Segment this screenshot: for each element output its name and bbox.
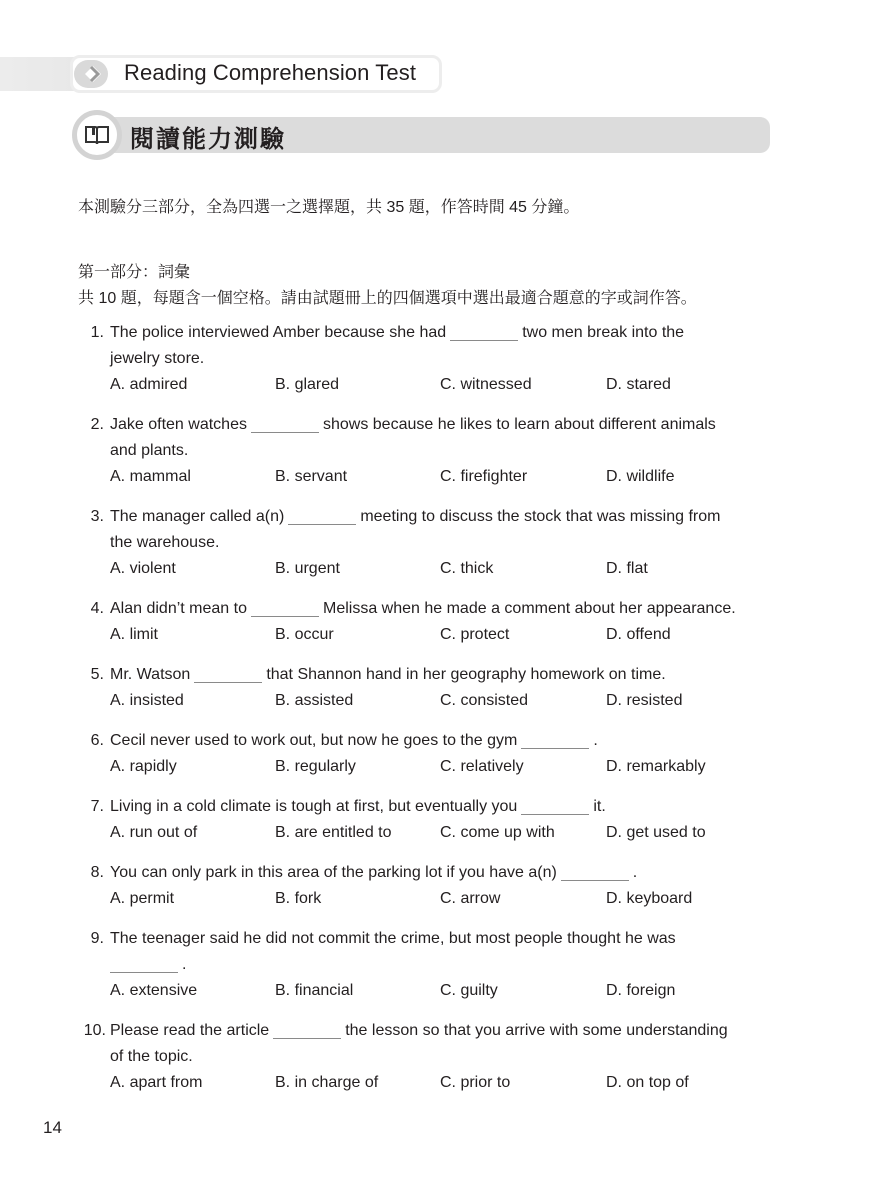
option-b: B. assisted: [275, 692, 354, 709]
answer-options: [110, 820, 810, 846]
page-number: 14: [43, 1118, 62, 1137]
question-text-line: [110, 1018, 728, 1044]
option-c: C. witnessed: [440, 376, 532, 393]
question-number: 5.: [90, 666, 104, 683]
question-text: and plants.: [110, 442, 189, 459]
answer-blank: [450, 326, 518, 341]
question-text: Mr. Watson: [110, 666, 191, 683]
option-d: D. get used to: [606, 824, 706, 841]
answer-blank: [194, 668, 262, 683]
question-text: jewelry store.: [110, 350, 205, 367]
question-text-line: [110, 320, 684, 346]
option-d: D. flat: [606, 560, 648, 577]
question-number: 9.: [90, 930, 104, 947]
option-a: A. insisted: [110, 692, 184, 709]
question-number: 2.: [90, 416, 104, 433]
option-d: D. offend: [606, 626, 671, 643]
question-number: 3.: [90, 508, 104, 525]
answer-options: [110, 464, 810, 490]
question-text: two men break into the: [522, 324, 685, 341]
option-a: A. mammal: [110, 468, 191, 485]
question-text-line: [110, 530, 219, 556]
chinese-banner: [72, 112, 772, 158]
option-b: B. glared: [275, 376, 340, 393]
answer-options: [110, 688, 810, 714]
english-banner: [0, 55, 442, 93]
question-text: Living in a cold climate is tough at first, but eventually you: [110, 798, 518, 815]
question-text: The police interviewed Amber because she had: [110, 324, 447, 341]
question-text: it.: [593, 798, 606, 815]
question-text: Melissa when he made a comment about her appearance.: [322, 600, 736, 617]
question-text-line: [110, 438, 188, 464]
option-b: B. servant: [275, 468, 348, 485]
question-text: The manager called a(n): [110, 508, 285, 525]
option-c: C. relatively: [440, 758, 524, 775]
answer-blank: [521, 734, 589, 749]
option-c: C. arrow: [440, 890, 501, 907]
answer-options: [110, 372, 810, 398]
question-text: The teenager said he did not commit the crime, but most people thought he was: [110, 930, 676, 947]
question-text: .: [593, 732, 598, 749]
option-c: C. come up with: [440, 824, 555, 841]
option-d: D. stared: [606, 376, 671, 393]
option-b: B. urgent: [275, 560, 340, 577]
option-d: D. wildlife: [606, 468, 675, 485]
question-text-line: [110, 860, 637, 886]
answer-options: [110, 886, 810, 912]
question-text-line: [110, 596, 736, 622]
question-text: that Shannon hand in her geography homework on time.: [266, 666, 666, 683]
question-text-line: [110, 504, 720, 530]
question-text: Jake often watches: [110, 416, 247, 433]
answer-options: [110, 754, 810, 780]
question-text: You can only park in this area of the parking lot if you have a(n): [110, 864, 557, 881]
option-c: C. protect: [440, 626, 510, 643]
question-number: 7.: [90, 798, 104, 815]
question-text: .: [182, 956, 187, 973]
option-c: C. thick: [440, 560, 494, 577]
option-b: B. financial: [275, 982, 354, 999]
question-number: 8.: [90, 864, 104, 881]
option-a: A. violent: [110, 560, 176, 577]
answer-options: [110, 978, 810, 1004]
answer-blank: [273, 1024, 341, 1039]
answer-blank: [521, 800, 589, 815]
answer-blank: [288, 510, 356, 525]
option-c: C. consisted: [440, 692, 529, 709]
question-text: Cecil never used to work out, but now he goes to the gym: [110, 732, 518, 749]
option-a: A. run out of: [110, 824, 198, 841]
question-text-line: [110, 794, 606, 820]
answer-options: [110, 1070, 810, 1096]
option-b: B. are entitled to: [275, 824, 392, 841]
chevron-right-icon: [82, 63, 104, 85]
option-c: C. firefighter: [440, 468, 528, 485]
question-number: 6.: [90, 732, 104, 749]
question-number: 4.: [90, 600, 104, 617]
question-text: meeting to discuss the stock that was missing from: [360, 508, 721, 525]
answer-blank: [251, 418, 319, 433]
question-text: Please read the article: [110, 1022, 270, 1039]
option-d: D. remarkably: [606, 758, 706, 775]
option-b: B. fork: [275, 890, 322, 907]
question-text: of the topic.: [110, 1048, 193, 1065]
part-title: 第一部分：詞彙: [78, 264, 191, 281]
english-title: Reading Comprehension Test: [124, 60, 417, 85]
option-a: A. limit: [110, 626, 158, 643]
question-number: 10.: [83, 1022, 106, 1039]
answer-blank: [561, 866, 629, 881]
question-text-line: [110, 952, 186, 978]
answer-options: [110, 622, 810, 648]
question-text: the lesson so that you arrive with some understanding: [345, 1022, 728, 1039]
question-text-line: [110, 728, 598, 754]
test-intro: 本測驗分三部分，全為四選一之選擇題，共 35 題，作答時間 45 分鐘。: [78, 199, 580, 216]
option-d: D. resisted: [606, 692, 683, 709]
option-b: B. occur: [275, 626, 334, 643]
option-a: A. extensive: [110, 982, 198, 999]
question-text-line: [110, 662, 666, 688]
option-a: A. apart from: [110, 1074, 203, 1091]
option-b: B. in charge of: [275, 1074, 379, 1091]
option-c: C. prior to: [440, 1074, 511, 1091]
question-text: the warehouse.: [110, 534, 220, 551]
question-text-line: [110, 412, 716, 438]
option-c: C. guilty: [440, 982, 498, 999]
option-d: D. keyboard: [606, 890, 693, 907]
option-a: A. permit: [110, 890, 175, 907]
answer-blank: [251, 602, 319, 617]
part-description: 共 10 題，每題含一個空格。請由試題冊上的四個選項中選出最適合題意的字或詞作答。: [78, 290, 697, 307]
option-a: A. admired: [110, 376, 188, 393]
question-text: Alan didn’t mean to: [110, 600, 247, 617]
question-text-line: [110, 926, 676, 952]
question-text: .: [632, 864, 638, 881]
option-b: B. regularly: [275, 758, 356, 775]
question-text-line: [110, 346, 204, 372]
option-d: D. foreign: [606, 982, 676, 999]
chinese-title: 閱讀能力測驗: [130, 126, 286, 153]
option-a: A. rapidly: [110, 758, 177, 775]
answer-options: [110, 556, 810, 582]
option-d: D. on top of: [606, 1074, 689, 1091]
question-text-line: [110, 1044, 193, 1070]
question-text: shows because he likes to learn about different animals: [322, 416, 716, 433]
answer-blank: [110, 958, 178, 973]
question-number: 1.: [90, 324, 104, 341]
open-book-icon: [84, 124, 110, 146]
